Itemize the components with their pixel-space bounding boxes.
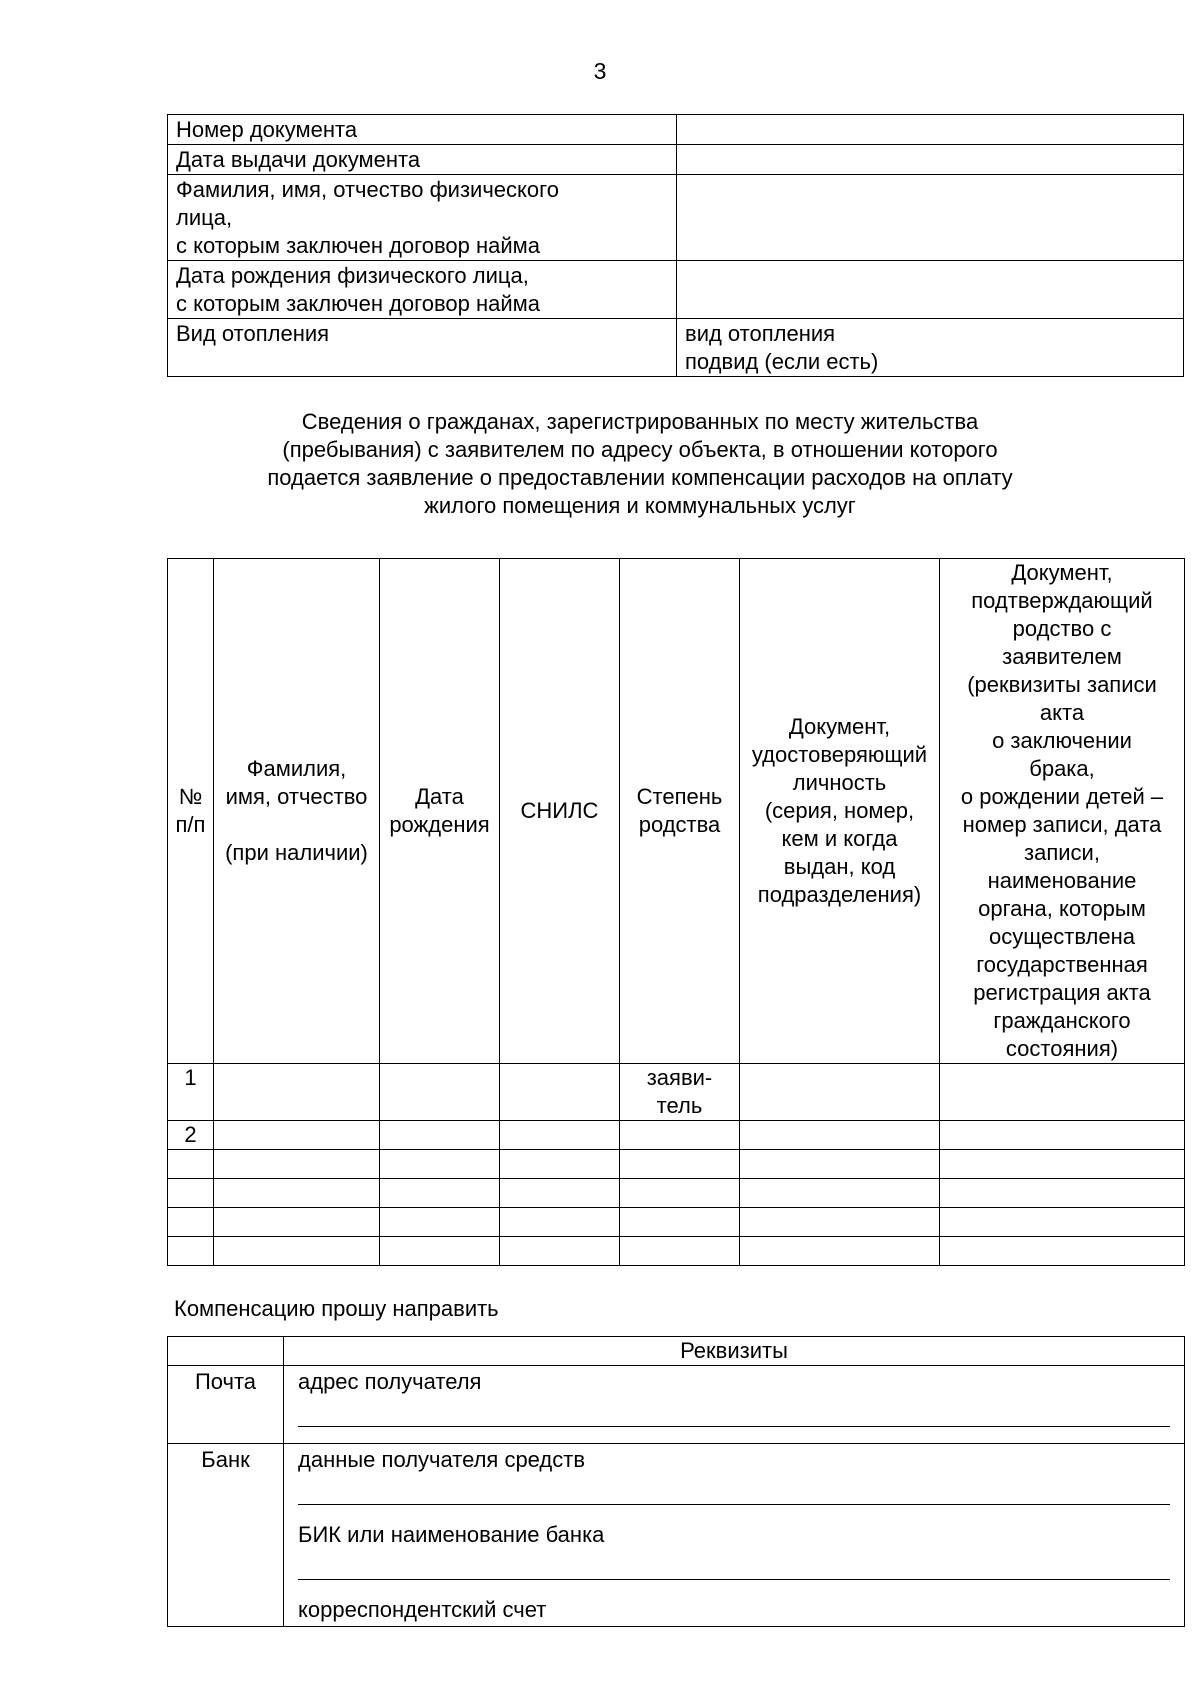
payment-table [167,1336,1185,1627]
table-row [168,1179,1185,1208]
corr-account-label: корреспондентский счет [298,1597,547,1622]
cell-birthdate[interactable] [380,1237,500,1266]
col-header-snils: СНИЛС [500,559,620,1064]
mail-fields [284,1366,1185,1444]
row-number[interactable] [168,1208,214,1237]
cell-snils[interactable] [500,1179,620,1208]
mail-method: Почта [168,1366,284,1444]
cell-fullname[interactable] [214,1208,380,1237]
label-cell [168,319,677,377]
label-cell [168,115,677,145]
cell-fullname[interactable] [214,1150,380,1179]
header-row [168,559,1185,1064]
page-number: 3 [593,58,607,84]
cell-identity-doc[interactable] [740,1150,940,1179]
table-row [168,1150,1185,1179]
header-row [168,1337,1185,1366]
cell-kinship-doc[interactable] [940,1121,1185,1150]
heating-type-label: Вид отопления [176,321,330,346]
cell-relation: заяви- тель [620,1064,740,1121]
table-row [168,1121,1185,1150]
cell-kinship-doc[interactable] [940,1064,1185,1121]
compensation-label: Компенсацию прошу направить [174,1296,499,1321]
bank-row [168,1444,1185,1627]
mail-row [168,1366,1185,1444]
value-cell[interactable] [677,319,1184,377]
cell-relation[interactable] [620,1150,740,1179]
header-empty [168,1337,284,1366]
recipient-address-label: адрес получателя [298,1369,482,1394]
cell-snils[interactable] [500,1121,620,1150]
row-number[interactable] [168,1237,214,1266]
label-cell [168,175,677,261]
table-row [168,319,1184,377]
tenant-birthdate-label: Дата рождения физического лица, [176,263,529,288]
cell-birthdate[interactable] [380,1121,500,1150]
cell-fullname[interactable] [214,1064,380,1121]
cell-fullname[interactable] [214,1179,380,1208]
cell-fullname[interactable] [214,1237,380,1266]
cell-snils[interactable] [500,1064,620,1121]
table-row [168,261,1184,319]
col-header-relation: Степень родства [620,559,740,1064]
cell-relation[interactable] [620,1121,740,1150]
cell-fullname[interactable] [214,1121,380,1150]
col-header-fullname: Фамилия, имя, отчество (при наличии) [214,559,380,1064]
row-number[interactable] [168,1179,214,1208]
heating-subkind-label: подвид (если есть) [685,349,879,374]
recipient-address-input[interactable] [298,1398,1170,1427]
col-header-identity-doc: Документ, удостоверяющий личность (серия, номер, кем и когда выдан, код подразделения) [740,559,940,1064]
payee-data-input[interactable] [298,1476,1170,1505]
table-row [168,1237,1185,1266]
bik-label: БИК или наименование банка [298,1522,605,1547]
table-row [168,145,1184,175]
tenant-name-label: лица, [176,205,233,230]
bik-input[interactable] [298,1551,1170,1580]
cell-snils[interactable] [500,1208,620,1237]
cell-identity-doc[interactable] [740,1179,940,1208]
doc-number-label: Номер документа [176,117,358,142]
table-row [168,115,1184,145]
requisites-header: Реквизиты [284,1337,1185,1366]
cell-kinship-doc[interactable] [940,1208,1185,1237]
tenant-name-label: с которым заключен договор найма [176,233,540,258]
cell-identity-doc[interactable] [740,1064,940,1121]
label-cell [168,261,677,319]
bank-fields [284,1444,1185,1627]
cell-snils[interactable] [500,1150,620,1179]
col-header-kinship-doc: Документ, подтверждающий родство с заявителем (реквизиты записи акта о заключении брака, о рождении детей – номер записи, дата записи, наименование органа, которым осуществлена государственная регистрация акта гражданского состояния) [940,559,1185,1064]
section-title: Сведения о гражданах, зарегистрированных по месту жительства (пребывания) с заявителем по адресу объекта, в отношении которого подается заявление о предоставлении компенсации расходов на оплату жилого помещения и коммунальных услуг [267,409,1013,518]
cell-birthdate[interactable] [380,1208,500,1237]
cell-identity-doc[interactable] [740,1237,940,1266]
col-header-number: № п/п [168,559,214,1064]
tenant-name-label: Фамилия, имя, отчество физического [176,177,559,202]
citizens-table [167,558,1185,1266]
table-row [168,1208,1185,1237]
cell-identity-doc[interactable] [740,1208,940,1237]
cell-kinship-doc[interactable] [940,1179,1185,1208]
value-cell[interactable] [677,145,1184,175]
table-row [168,175,1184,261]
cell-birthdate[interactable] [380,1150,500,1179]
cell-kinship-doc[interactable] [940,1237,1185,1266]
tenant-birthdate-label: с которым заключен договор найма [176,291,540,316]
cell-relation[interactable] [620,1208,740,1237]
cell-relation[interactable] [620,1237,740,1266]
heating-kind-label: вид отопления [685,321,836,346]
value-cell[interactable] [677,261,1184,319]
value-cell[interactable] [677,175,1184,261]
cell-snils[interactable] [500,1237,620,1266]
cell-birthdate[interactable] [380,1064,500,1121]
cell-identity-doc[interactable] [740,1121,940,1150]
cell-relation[interactable] [620,1179,740,1208]
label-cell [168,145,677,175]
document-table [167,114,1184,377]
cell-birthdate[interactable] [380,1179,500,1208]
row-number[interactable] [168,1150,214,1179]
doc-date-label: Дата выдачи документа [176,147,421,172]
payee-data-label: данные получателя средств [298,1447,586,1472]
cell-kinship-doc[interactable] [940,1150,1185,1179]
row-number: 1 [168,1064,214,1121]
col-header-birthdate: Дата рождения [380,559,500,1064]
value-cell[interactable] [677,115,1184,145]
table-row [168,1064,1185,1121]
bank-method: Банк [168,1444,284,1627]
row-number: 2 [168,1121,214,1150]
